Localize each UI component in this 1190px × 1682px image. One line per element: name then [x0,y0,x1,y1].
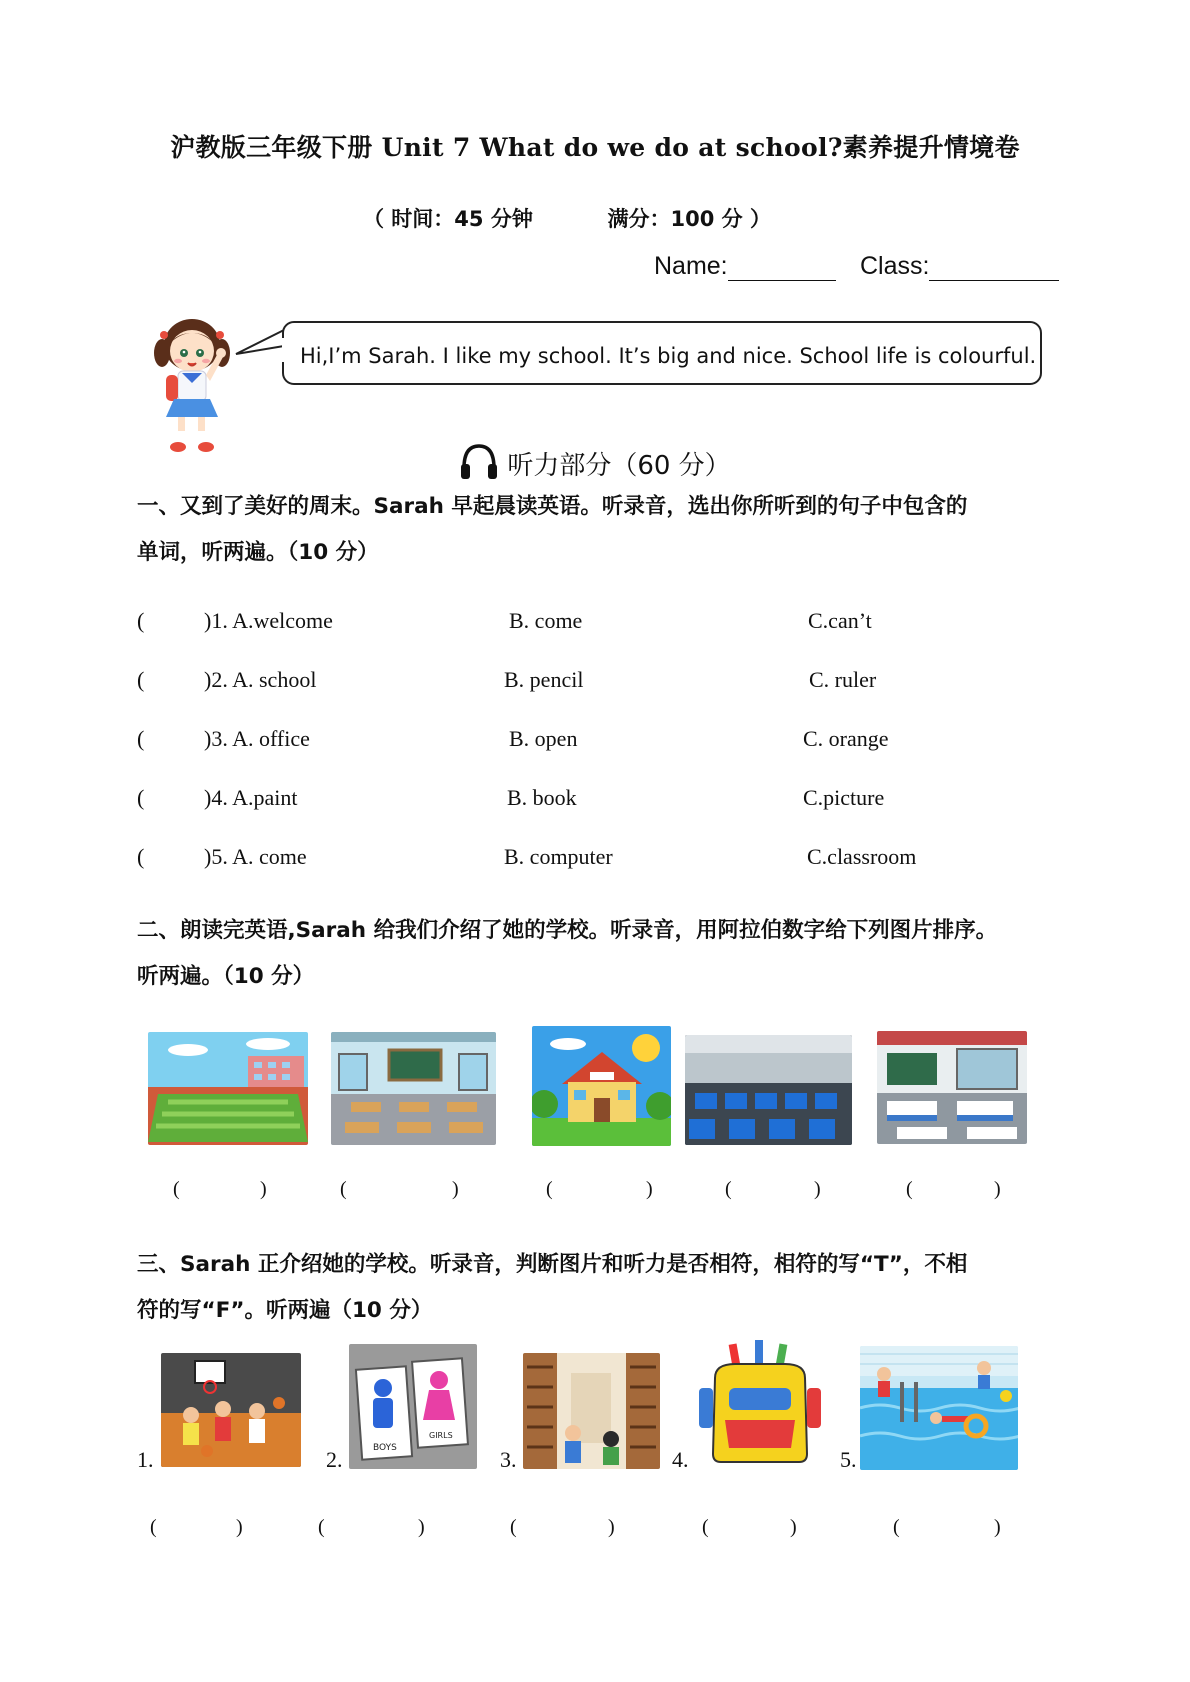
answer-blank[interactable]: ( [137,667,145,692]
exam-time: （ 时间：45 分钟 [363,207,533,231]
close-paren: ) [646,1178,653,1200]
part2-instruction [137,908,1057,1000]
class-blank[interactable] [929,254,1059,281]
exam-info [363,203,771,233]
name-field-group [654,252,836,281]
school-building-picture [532,1026,671,1146]
answer-blank[interactable]: ( [137,785,145,810]
open-paren: ( [725,1178,732,1200]
close-paren: ) [260,1178,267,1200]
name-blank[interactable] [728,254,836,281]
part1-instruction-line2: 单词，听两遍。（10 分） [137,540,379,565]
question-option-a: )5. A. come [204,844,307,869]
close-paren: ) [814,1178,821,1200]
library-picture [523,1353,660,1469]
answer-blank[interactable]: ( [137,844,145,869]
open-paren: ( [702,1516,709,1538]
page-title: 沪教版三年级下册 Unit 7 What do we do at school?素养提升情境卷 [170,133,1020,162]
speech-bubble-tail [234,326,286,362]
question-option-b: B. come [509,608,583,633]
open-paren: ( [893,1516,900,1538]
picture-number-label: 2. [326,1447,343,1472]
svg-text:GIRLS: GIRLS [429,1431,453,1440]
class-label: Class: [860,252,930,280]
question-option-a: )4. A.paint [204,785,298,810]
question-option-c: C.picture [803,785,885,810]
question-option-c: C. ruler [809,667,877,692]
open-paren: ( [318,1516,325,1538]
listening-heading-text: 听力部分（60 分） [507,451,731,481]
close-paren: ) [994,1178,1001,1200]
part3-instruction-line2: 符的写“F”。听两遍（10 分） [137,1298,433,1323]
open-paren: ( [906,1178,913,1200]
question-option-b: B. pencil [504,667,584,692]
open-paren: ( [150,1516,157,1538]
picture-number-label: 1. [137,1447,154,1472]
close-paren: ) [790,1516,797,1538]
picture-number-label: 5. [840,1447,857,1472]
question-option-c: C.classroom [807,844,917,869]
toilet-sign-picture [349,1344,477,1469]
question-option-b: B. open [509,726,578,751]
svg-text:BOYS: BOYS [373,1443,397,1453]
part2-instruction-line1: 二、朗读完英语,Sarah 给我们介绍了她的学校。听录音，用阿拉伯数字给下列图片排序。 [137,918,998,943]
sarah-girl-illustration [148,313,238,463]
open-paren: ( [510,1516,517,1538]
exam-full-score: 满分：100 分 ） [607,207,771,231]
question-option-b: B. computer [504,844,613,869]
name-label: Name: [654,252,728,280]
part1-instruction [137,484,1057,576]
computer-room-picture [685,1035,852,1145]
open-paren: ( [546,1178,553,1200]
question-option-c: C. orange [803,726,889,751]
listening-section-heading [0,442,1190,482]
question-row [137,608,1057,638]
speech-bubble-tail-cover [282,338,288,362]
question-option-a: )1. A.welcome [204,608,333,633]
close-paren: ) [608,1516,615,1538]
close-paren: ) [418,1516,425,1538]
part1-instruction-line1: 一、又到了美好的周末。Sarah 早起晨读英语。听录音，选出你所听到的句子中包含的 [137,494,968,519]
swimming-pool-picture [860,1346,1018,1470]
close-paren: ) [994,1516,1001,1538]
question-row [137,785,1057,815]
classroom-picture [331,1032,496,1145]
playground-picture [148,1032,308,1145]
question-row [137,844,1057,874]
question-option-a: )3. A. office [204,726,310,751]
question-option-c: C.can’t [808,608,872,633]
open-paren: ( [340,1178,347,1200]
close-paren: ) [236,1516,243,1538]
art-room-picture [877,1031,1027,1144]
basketball-picture [161,1353,301,1467]
headphones-icon [459,442,499,480]
question-row [137,667,1057,697]
open-paren: ( [173,1178,180,1200]
class-field-group [860,252,1059,281]
question-option-b: B. book [507,785,577,810]
part3-instruction-line1: 三、Sarah 正介绍她的学校。听录音，判断图片和听力是否相符，相符的写“T”，不相 [137,1252,968,1277]
part3-instruction [137,1242,1057,1334]
part2-instruction-line2: 听两遍。（10 分） [137,964,315,989]
schoolbag-picture [695,1338,825,1468]
sarah-speech: Hi,I’m Sarah. I like my school. It’s big and nice. School life is colourful. [300,344,1037,368]
answer-blank[interactable]: ( [137,608,145,633]
answer-blank[interactable]: ( [137,726,145,751]
picture-number-label: 4. [672,1447,689,1472]
picture-number-label: 3. [500,1447,517,1472]
question-row [137,726,1057,756]
question-option-a: )2. A. school [204,667,317,692]
close-paren: ) [452,1178,459,1200]
